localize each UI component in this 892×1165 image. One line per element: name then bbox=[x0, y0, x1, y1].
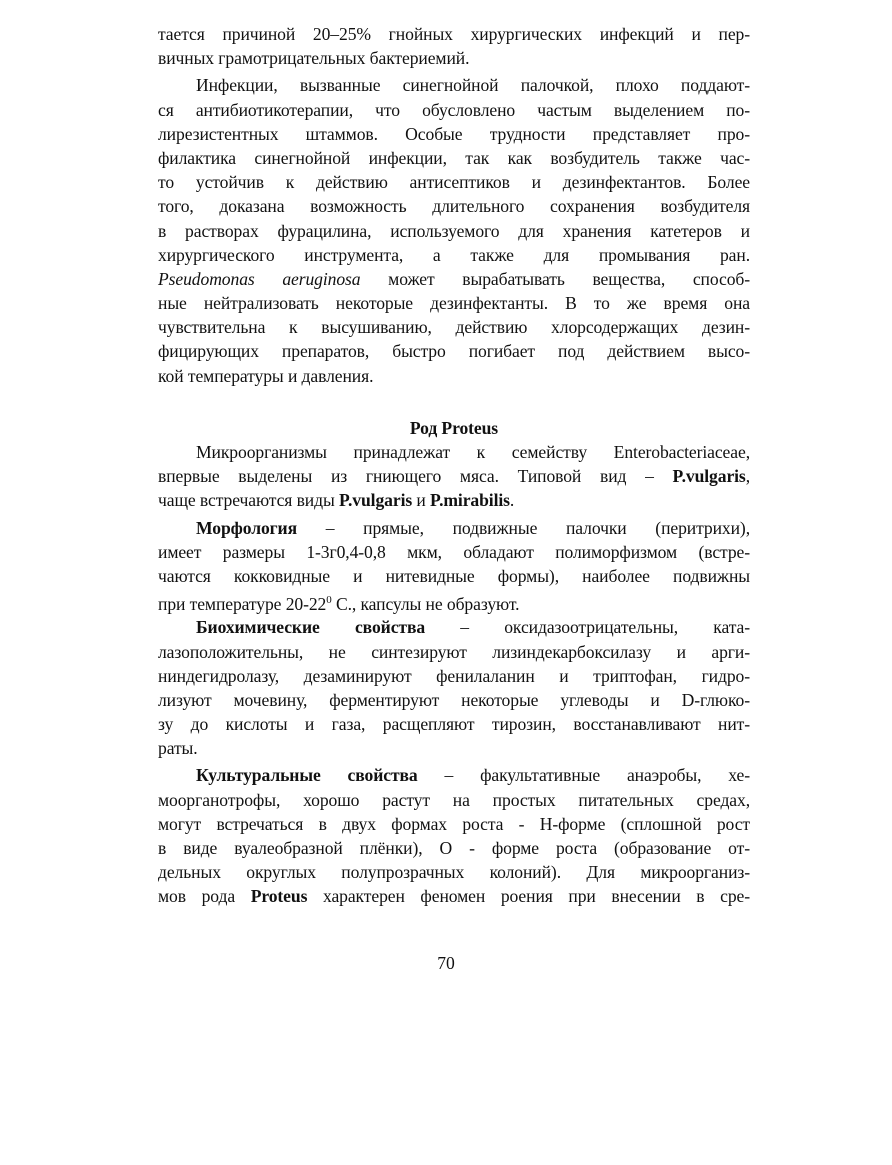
text-line: в растворах фурацилина, используемого для хранения катетеров и bbox=[158, 220, 750, 241]
paragraph-morphology bbox=[158, 516, 750, 613]
text-line bbox=[158, 763, 750, 787]
text-line: лирезистентных штаммов. Особые трудности представляет про- bbox=[158, 123, 750, 144]
species-name: P.vulgaris bbox=[672, 466, 746, 487]
paragraph-culture bbox=[158, 763, 750, 908]
section-heading: Род Proteus bbox=[409, 417, 499, 438]
text-line: лизуют мочевину, ферментируют некоторые углеводы и D-глюко- bbox=[158, 689, 750, 710]
text-line: Инфекции, вызванные синегнойной палочкой, плохо поддают- bbox=[196, 75, 750, 96]
text-line bbox=[158, 516, 750, 540]
text-line: дельных округлых полупрозрачных колоний). Для микроорганиз- bbox=[158, 862, 750, 883]
species-name: P.mirabilis bbox=[430, 490, 510, 511]
text-line bbox=[158, 488, 750, 512]
text-line bbox=[158, 615, 750, 639]
text-line: кой температуры и давления. bbox=[158, 365, 374, 386]
text-line: филактика синегнойной инфекции, так как возбудитель также час- bbox=[158, 147, 750, 168]
text-line: лазоположительны, не синтезируют лизиндекарбоксилазу и арги- bbox=[158, 641, 750, 662]
text-run: и bbox=[412, 490, 431, 511]
text-run: характерен феномен роения при внесении в сре- bbox=[307, 886, 751, 907]
text-run: С., капсулы не образуют. bbox=[331, 593, 520, 614]
paragraph-continuation bbox=[158, 22, 750, 70]
paragraph-biochemistry bbox=[158, 615, 750, 760]
text-line: того, доказана возможность длительного сохранения возбудителя bbox=[158, 196, 750, 217]
species-name: Pseudomonas aeruginosa bbox=[158, 268, 361, 289]
text-line: раты. bbox=[158, 738, 198, 759]
text-run: – оксидазоотрицательны, ката- bbox=[425, 617, 751, 638]
genus-name: Proteus bbox=[250, 886, 308, 907]
paragraph-pseudomonas bbox=[158, 73, 750, 387]
term-label: Биохимические свойства bbox=[196, 617, 426, 638]
text-line: то устойчив к действию антисептиков и дезинфектантов. Более bbox=[158, 172, 750, 193]
text-line: чувствительна к высушиванию, действию хлорсодержащих дезин- bbox=[158, 317, 750, 338]
text-run: – факультативные анаэробы, хе- bbox=[417, 765, 750, 786]
text-line: зу до кислоты и газа, расщепляют тирозин, восстанавливают нит- bbox=[158, 714, 750, 735]
text-line: Микроорганизмы принадлежат к семейству Enterobacteriaceae, bbox=[196, 442, 750, 462]
text-line: вичных грамотрицательных бактериемий. bbox=[158, 48, 470, 69]
text-line: хирургического инструмента, а также для промывания ран. bbox=[158, 244, 750, 265]
text-run: мов рода bbox=[158, 886, 251, 907]
text-run: , bbox=[745, 466, 750, 487]
species-name: P.vulgaris bbox=[338, 490, 413, 511]
text-run: . bbox=[509, 490, 515, 511]
term-label: Культуральные свойства bbox=[196, 765, 418, 786]
text-line: тается причиной 20–25% гнойных хирургических инфекций и пер- bbox=[158, 24, 750, 44]
text-line bbox=[158, 267, 750, 291]
text-line: в виде вуалеобразной плёнки), О - форме роста (образование от- bbox=[158, 838, 750, 858]
text-run: – прямые, подвижные палочки (перитрихи), bbox=[297, 517, 750, 538]
term-label: Морфология bbox=[196, 517, 298, 538]
text-run: может вырабатывать вещества, способ- bbox=[360, 268, 750, 289]
text-line: ниндегидролазу, дезаминируют фенилаланин и триптофан, гидро- bbox=[158, 665, 750, 686]
degree-superscript: 0 bbox=[326, 594, 332, 607]
text-run: впервые выделены из гниющего мяса. Типовой вид – bbox=[158, 466, 673, 487]
text-line: ные нейтрализовать некоторые дезинфектанты. В то же время она bbox=[158, 293, 750, 314]
text-line: моорганотрофы, хорошо растут на простых питательных средах, bbox=[158, 789, 750, 810]
page-number: 70 bbox=[437, 953, 455, 973]
paragraph-intro bbox=[158, 440, 750, 513]
text-line bbox=[158, 588, 750, 612]
text-run: при температуре 20-22 bbox=[158, 593, 327, 614]
text-line bbox=[158, 464, 750, 488]
text-line: фицирующих препаратов, быстро погибает под действием высо- bbox=[158, 341, 750, 362]
text-run: чаще встречаются виды bbox=[158, 490, 339, 511]
text-line: могут встречаться в двух формах роста - Н-форме (сплошной рост bbox=[158, 813, 750, 834]
text-line bbox=[158, 884, 750, 908]
text-line: имеет размеры 1-3г0,4-0,8 мкм, обладают полиморфизмом (встре- bbox=[158, 541, 750, 562]
text-line: ся антибиотикотерапии, что обусловлено частым выделением по- bbox=[158, 99, 750, 120]
page-body bbox=[158, 22, 750, 909]
text-line: чаются кокковидные и нитевидные формы), наиболее подвижны bbox=[158, 565, 750, 586]
